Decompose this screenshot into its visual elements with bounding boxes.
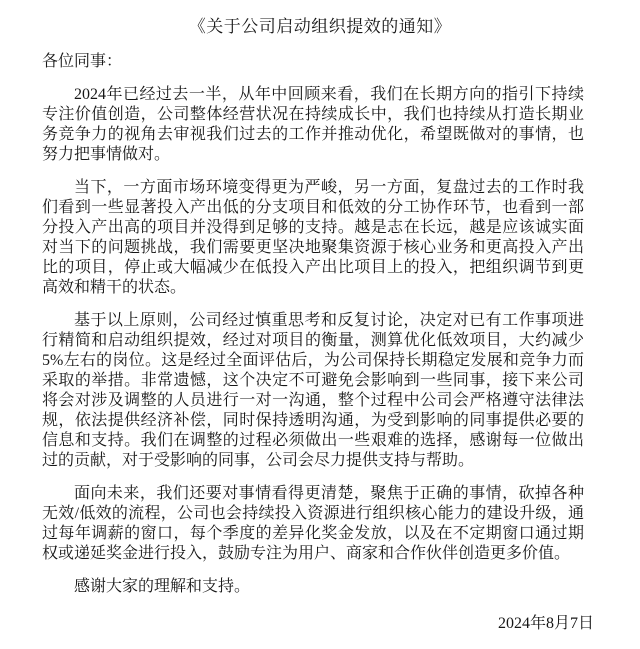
- salutation: 各位同事：: [42, 53, 123, 70]
- closing-line: 感谢大家的理解和支持。: [74, 578, 251, 595]
- paragraph-2: 当下，一方面市场环境变得更为严峻，另一方面，复盘过去的工作时我们看到一些显著投入产出低的分支项目和低效的分工协作环节，也看到一部分投入产出高的项目并没得到足够的支持。越是志在长远，越是应该诚实面对当下的问题挑战，我们需要更坚决地聚集资源于核心业务和更高投入产出比的项目，停止或大幅减少在低投入产出比项目上的投入，把组织调节到更高效和精干的状态。: [42, 179, 584, 296]
- paragraph-4: 面向未来，我们还要对事情看得更清楚，聚焦于正确的事情，砍掉各种无效/低效的流程，公司也会持续投入资源进行组织核心能力的建设升级，通过每年调薪的窗口，每个季度的差异化奖金发放，以及在不定期窗口通过期权或递延奖金进行投入，鼓励专注为用户、商家和合作伙伴创造更多价值。: [42, 485, 584, 562]
- paragraph-3: 基于以上原则，公司经过慎重思考和反复讨论，决定对已有工作事项进行精简和启动组织提效，经过对项目的衡量，测算优化低效项目，大约减少5%左右的岗位。这是经过全面评估后，为公司保持长期稳定发展和竞争力而采取的举措。非常遗憾，这个决定不可避免会影响到一些同事，接下来公司将会对涉及调整的人员进行一对一沟通，整个过程中公司会严格遵守法律法规，依法提供经济补偿，同时保持透明沟通，为受到影响的同事提供必要的信息和支持。我们在调整的过程必须做出一些艰难的选择，感谢每一位做出过的贡献，对于受影响的同事，公司会尽力提供支持与帮助。: [42, 312, 584, 469]
- document-title: 《关于公司启动组织提效的通知》: [188, 17, 452, 36]
- paragraph-1: 2024年已经过去一半，从年中回顾来看，我们在长期方向的指引下持续专注价值创造，公司整体经营状况在持续成长中，我们也持续从打造长期业务竞争力的视角去审视我们过去的工作并推动优化，希望既做对的事情，也努力把事情做对。: [42, 86, 584, 163]
- date-line: 2024年8月7日: [497, 615, 594, 632]
- document-body: [0, 52, 640, 634]
